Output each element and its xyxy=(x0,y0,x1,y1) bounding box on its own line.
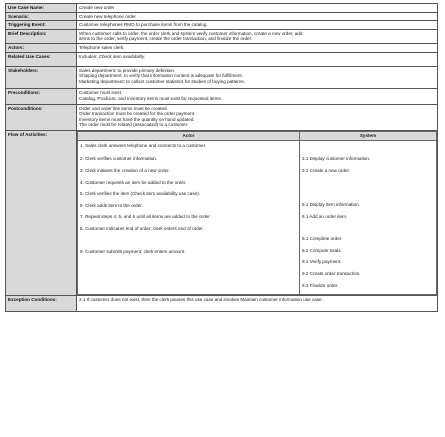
system-step-9-1: 9.1 Verify payment. xyxy=(302,259,342,265)
value-brief-description xyxy=(77,29,438,43)
postcondition-line: Order transaction must be created for the order payment. xyxy=(79,111,196,117)
related-prefix: Includes: xyxy=(79,53,99,59)
postcondition-line: Inventory items must have the quantity on hand updated. xyxy=(79,116,195,122)
value-scenario: Create new telephone order xyxy=(77,12,438,21)
actor-column-header: Actor xyxy=(78,131,300,140)
system-step-8-1: 8.1 Complete order. xyxy=(302,236,343,242)
value-use-case-name: Create new order xyxy=(77,4,438,13)
label-use-case-name: Use Case Name: xyxy=(6,4,77,13)
label-preconditions: Preconditions: xyxy=(6,89,77,104)
row-scenario xyxy=(6,12,438,21)
label-actors: Actors: xyxy=(6,43,77,52)
row-postconditions xyxy=(6,104,438,130)
label-flow-of-activities: Flow of Activities: xyxy=(6,130,77,295)
row-flow-of-activities xyxy=(6,130,438,295)
value-exception-conditions: 2.1 If customer does not exist, then the clerk pauses this use case and invokes Maintain customer information use case. xyxy=(77,296,438,312)
system-step-6-1: 6.1 Add an order item. xyxy=(302,213,348,219)
value-related-use-cases xyxy=(77,52,438,66)
flow-table xyxy=(77,131,437,295)
actor-step-3: 3. Clerk initiates the creation of a new order. xyxy=(80,168,170,173)
value-preconditions xyxy=(77,89,438,104)
value-stakeholders xyxy=(77,66,438,89)
stakeholder-line: Shipping department: to verify that information content is adequate for fulfillment. xyxy=(79,73,243,79)
value-triggering-event: Customer telephones RMO to purchase items from the catalog. xyxy=(77,21,438,30)
actor-step-1: 1. Sales clerk answers telephone and connects to a customer. xyxy=(80,142,207,148)
system-steps-cell xyxy=(300,140,437,294)
actor-step-6: 6. Clerk adds item to the order. xyxy=(80,202,143,208)
row-exception-conditions xyxy=(6,296,438,312)
value-actors: Telephone sales clerk. xyxy=(77,43,438,52)
system-step-9-3: 9.3 Finalize order. xyxy=(302,282,339,288)
description-line: items to the order, verify payment, create the order transaction, and finalize the order. xyxy=(79,36,253,42)
label-triggering-event: Triggering Event: xyxy=(6,21,77,30)
system-step-2-1: 2.1 Display customer information. xyxy=(302,155,371,161)
row-preconditions xyxy=(6,89,438,104)
precondition-line: Catalog, Products, and Inventory items must exist for requested items. xyxy=(79,95,222,101)
label-related-use-cases: Related Use Cases: xyxy=(6,52,77,66)
stakeholder-line: Marketing department: to collect customer statistics for studies of buying patterns. xyxy=(79,78,245,84)
label-postconditions: Postconditions: xyxy=(6,104,77,130)
flow-container xyxy=(77,130,438,295)
postcondition-line: Order and order line items must be created. xyxy=(79,105,168,111)
postcondition-line: The order must be related (associated) to a customer. xyxy=(79,122,189,128)
use-case-document xyxy=(5,3,438,312)
actor-step-7: 7. Repeat steps 4, 5, and 6 until all items are added to the order. xyxy=(80,214,211,220)
actor-steps-cell xyxy=(78,140,300,294)
label-stakeholders: Stakeholders: xyxy=(6,66,77,89)
system-step-5-1: 5.1 Display item information. xyxy=(302,202,360,208)
system-step-9-2: 9.2 Create order transaction. xyxy=(302,271,361,277)
system-step-8-2: 8.2 Compute totals. xyxy=(302,247,342,253)
row-brief-description xyxy=(6,29,438,43)
description-line: When customer calls to order, the order clerk and system verify customer information, create a new order, add xyxy=(79,30,303,36)
actor-step-5: 5. Clerk verifies the item (Check item availability use case). xyxy=(80,191,200,197)
row-triggering-event xyxy=(6,21,438,30)
actor-step-2: 2. Clerk verifies customer information. xyxy=(80,156,158,162)
label-exception-conditions: Exception Conditions: xyxy=(6,296,77,312)
system-column-header: System xyxy=(300,131,437,140)
label-scenario: Scenario: xyxy=(6,12,77,21)
actor-step-9: 9. Customer submits payment; clerk enters amount. xyxy=(80,248,186,254)
row-related-use-cases xyxy=(6,52,438,66)
row-stakeholders xyxy=(6,66,438,89)
row-use-case-name xyxy=(6,4,438,13)
actor-step-4: 4. Customer requests an item be added to the order. xyxy=(80,179,187,185)
system-step-3-1: 3.1 Create a new order. xyxy=(302,167,351,173)
row-actors xyxy=(6,43,438,52)
value-postconditions xyxy=(77,104,438,130)
label-brief-description: Brief Description: xyxy=(6,29,77,43)
stakeholder-line: Sales department: to provide primary definition. xyxy=(79,67,176,73)
actor-step-8: 8. Customer indicates end of order; clerk enters end of order. xyxy=(80,225,204,231)
precondition-line: Customer must exist. xyxy=(79,90,123,96)
related-use-case-link: Check item availability. xyxy=(98,53,146,59)
use-case-table xyxy=(5,3,438,312)
